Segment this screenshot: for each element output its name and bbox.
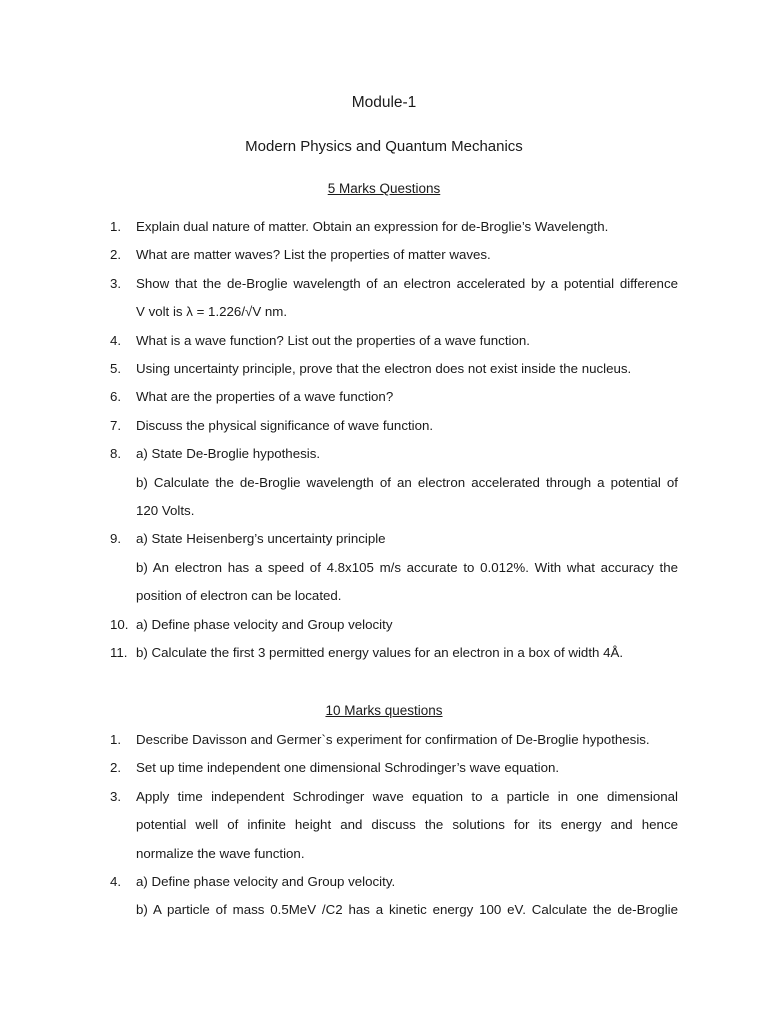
document-title: Modern Physics and Quantum Mechanics	[245, 138, 523, 155]
module-title: Module-1	[351, 94, 417, 111]
question-text-line: Apply time independent Schrodinger wave equation to a particle in one dimensional	[136, 788, 678, 804]
question-text-line: Explain dual nature of matter. Obtain an expression for de-Broglie’s Wavelength.	[136, 219, 609, 234]
question-number: 3.	[110, 275, 122, 291]
question-list-10-marks	[110, 726, 678, 925]
question-text-line: What are matter waves? List the properties of matter waves.	[136, 247, 491, 263]
question-number: 4.	[110, 332, 122, 348]
question-item	[110, 525, 678, 610]
question-text-line: a) State Heisenberg’s uncertainty principle	[136, 531, 386, 547]
question-item	[110, 383, 678, 411]
question-item	[110, 611, 678, 639]
question-number: 9.	[110, 531, 122, 547]
question-text-line: normalize the wave function.	[136, 845, 305, 861]
question-text-line: What are the properties of a wave function?	[136, 389, 394, 405]
question-text-line: b) Calculate the first 3 permitted energy values for an electron in a box of width 4Å.	[136, 645, 624, 661]
question-number: 2.	[110, 247, 122, 263]
question-text-line: b) Calculate the de-Broglie wavelength of an electron accelerated through a potential of	[136, 474, 678, 490]
section-heading-10-marks: 10 Marks questions	[325, 703, 443, 718]
question-text-line: V volt is λ = 1.226/√V nm.	[136, 304, 288, 320]
question-number: 11.	[110, 645, 128, 661]
question-item	[110, 726, 678, 754]
question-number: 6.	[110, 389, 122, 405]
question-number: 1.	[110, 219, 122, 234]
question-number: 2.	[110, 760, 122, 776]
question-text-line: a) Define phase velocity and Group velocity.	[136, 874, 396, 890]
question-item	[110, 270, 678, 327]
question-text-line: potential well of infinite height and discuss the solutions for its energy and hence	[136, 817, 678, 833]
question-item	[110, 639, 678, 667]
question-item	[110, 213, 678, 241]
question-number: 5.	[110, 361, 122, 377]
question-item	[110, 868, 678, 925]
question-item	[110, 241, 678, 269]
question-number: 1.	[110, 732, 122, 747]
question-item	[110, 355, 678, 383]
question-text-line: a) State De-Broglie hypothesis.	[136, 446, 321, 462]
question-number: 10.	[110, 616, 129, 632]
question-number: 4.	[110, 874, 122, 890]
question-text-line: a) Define phase velocity and Group velocity	[136, 616, 393, 632]
question-item	[110, 412, 678, 440]
question-number: 3.	[110, 788, 122, 804]
question-text-line: Describe Davisson and Germer`s experiment for confirmation of De-Broglie hypothesis.	[136, 732, 650, 747]
question-text-line: b) A particle of mass 0.5MeV /C2 has a kinetic energy 100 eV. Calculate the de-Broglie	[136, 902, 678, 918]
question-text-line: Set up time independent one dimensional Schrodinger’s wave equation.	[136, 760, 560, 776]
question-item	[110, 754, 678, 782]
question-text-line: Discuss the physical significance of wave function.	[136, 417, 434, 433]
question-item	[110, 440, 678, 525]
question-text-line: Using uncertainty principle, prove that the electron does not exist inside the nucleus.	[136, 361, 632, 377]
question-item	[110, 783, 678, 868]
question-number: 7.	[110, 417, 122, 433]
question-text-line: What is a wave function? List out the properties of a wave function.	[136, 332, 530, 348]
section-heading-5-marks: 5 Marks Questions	[327, 181, 441, 196]
question-item	[110, 327, 678, 355]
question-number: 8.	[110, 446, 122, 462]
question-text-line: b) An electron has a speed of 4.8x105 m/s accurate to 0.012%. With what accuracy the	[136, 559, 678, 575]
question-list-5-marks	[110, 213, 678, 668]
question-text-line: Show that the de-Broglie wavelength of an electron accelerated by a potential difference	[136, 275, 678, 291]
question-text-line: position of electron can be located.	[136, 588, 342, 604]
question-text-line: 120 Volts.	[136, 503, 195, 519]
